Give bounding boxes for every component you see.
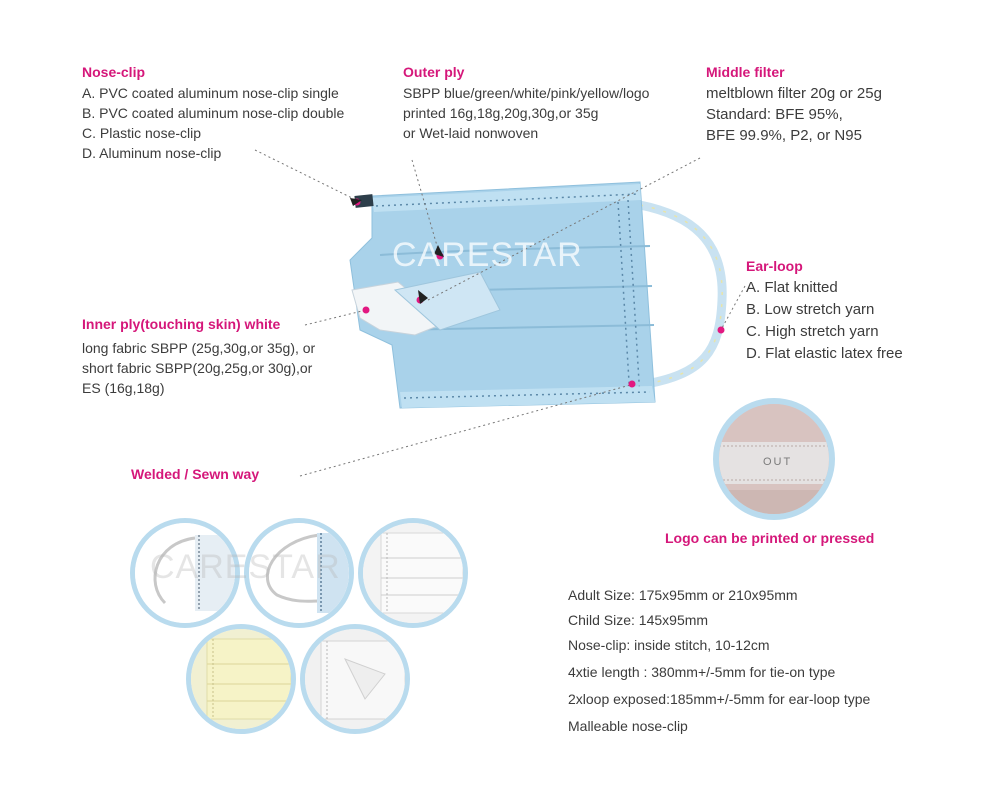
outer-ply-line: or Wet-laid nonwoven — [403, 125, 539, 141]
ear-loop-section — [746, 258, 903, 365]
ear-loop-item: D. Flat elastic latex free — [746, 345, 903, 362]
spec-line: 4xtie length : 380mm+/-5mm for tie-on type — [568, 664, 836, 680]
nose-clip-title: Nose-clip — [82, 64, 146, 80]
spec-line: Nose-clip: inside stitch, 10-12cm — [568, 637, 770, 653]
middle-filter-title: Middle filter — [706, 64, 785, 80]
nose-clip-item: D. Aluminum nose-clip — [82, 145, 222, 161]
inner-ply-section — [82, 316, 315, 398]
spec-line: Child Size: 145x95mm — [568, 612, 709, 628]
inner-ply-line: short fabric SBPP(20g,25g,or 30g),or — [82, 360, 313, 376]
watermark-text-samples: CARESTAR — [150, 548, 341, 586]
ear-loop-item: A. Flat knitted — [746, 279, 838, 296]
mask-body — [350, 182, 655, 408]
nose-clip-item: A. PVC coated aluminum nose-clip single — [82, 85, 339, 101]
yellow-mask-sample-image — [191, 629, 291, 729]
middle-filter-line: BFE 99.9%, P2, or N95 — [706, 127, 862, 144]
sample-circle-3 — [358, 518, 468, 628]
ear-loop-title: Ear-loop — [746, 258, 803, 274]
sample-circle-5 — [300, 624, 410, 734]
spec-line: 2xloop exposed:185mm+/-5mm for ear-loop type — [568, 691, 871, 707]
nose-clip-item: B. PVC coated aluminum nose-clip double — [82, 105, 345, 121]
outer-ply-title: Outer ply — [403, 64, 465, 80]
middle-filter-line: meltblown filter 20g or 25g — [706, 85, 882, 102]
logo-out-circle — [713, 398, 835, 520]
ear-loop-item: B. Low stretch yarn — [746, 301, 875, 318]
outer-ply-line: printed 16g,18g,20g,30g,or 35g — [403, 105, 599, 121]
spec-line: Malleable nose-clip — [568, 718, 688, 734]
inner-ply-title: Inner ply(touching skin) white — [82, 316, 281, 332]
specs-list — [568, 587, 870, 743]
inner-ply-line: ES (16g,18g) — [82, 380, 165, 396]
ear-loop-item: C. High stretch yarn — [746, 323, 879, 340]
logo-caption: Logo can be printed or pressed — [665, 530, 875, 546]
white-mask-sample-image — [363, 523, 463, 623]
middle-filter-section — [706, 64, 882, 146]
out-label: OUT — [763, 456, 793, 468]
watermark-text: CARESTAR — [392, 236, 583, 274]
spec-line: Adult Size: 175x95mm or 210x95mm — [568, 587, 798, 603]
sample-circle-4 — [186, 624, 296, 734]
nose-clip-section — [82, 64, 344, 163]
outer-ply-section — [403, 64, 649, 143]
white-mask-folded-sample-image — [305, 629, 405, 729]
inner-ply-line: long fabric SBPP (25g,30g,or 35g), or — [82, 340, 316, 356]
middle-filter-line: Standard: BFE 95%, — [706, 106, 843, 123]
welded-sewn-title: Welded / Sewn way — [131, 466, 260, 482]
nose-clip-item: C. Plastic nose-clip — [82, 125, 202, 141]
outer-ply-line: SBPP blue/green/white/pink/yellow/logo — [403, 85, 650, 101]
